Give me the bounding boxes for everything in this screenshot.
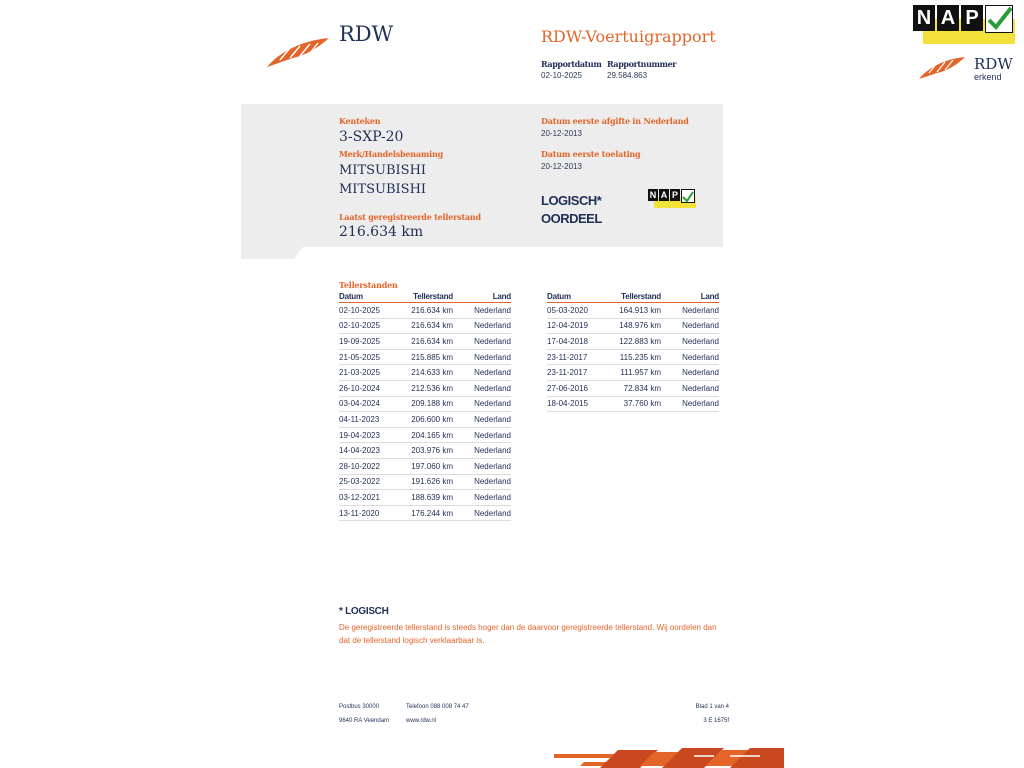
table-row	[547, 381, 719, 397]
col-country: Land	[492, 292, 511, 301]
readings-table-right	[547, 292, 719, 412]
table-row	[339, 365, 511, 381]
readings-table-left	[339, 292, 511, 521]
col-reading: Tellerstand	[621, 292, 661, 301]
nap-badge: N A P	[648, 189, 696, 208]
cell-date: 13-11-2020	[339, 508, 380, 518]
table-row	[339, 381, 511, 397]
table-header	[339, 292, 511, 303]
cell-date: 28-10-2022	[339, 461, 380, 471]
readings-title: Tellerstanden	[339, 280, 398, 290]
footer-address-line2: 9640 RA Veendam	[339, 718, 390, 724]
cell-date: 05-03-2020	[547, 305, 588, 315]
brand-label: Merk/Handelsbenaming	[339, 149, 444, 159]
cell-date: 19-09-2025	[339, 336, 380, 346]
table-header	[547, 292, 719, 303]
cell-date: 26-10-2024	[339, 383, 380, 393]
cell-date: 12-04-2019	[547, 321, 588, 331]
brand-value: MITSUBISHI	[339, 163, 427, 178]
table-row	[547, 319, 719, 335]
model-value: MITSUBISHI	[339, 182, 427, 197]
cell-country: Nederland	[682, 321, 719, 331]
table-row	[339, 397, 511, 413]
cell-reading: 197.060 km	[411, 461, 453, 471]
cell-reading: 215.885 km	[411, 352, 453, 362]
cell-country: Nederland	[474, 492, 511, 502]
rdw-erkend-logo	[917, 55, 1017, 85]
table-row	[339, 459, 511, 475]
report-number: 29.584.863	[607, 71, 648, 80]
cell-date: 02-10-2025	[339, 305, 380, 315]
table-row	[339, 506, 511, 522]
cell-date: 21-03-2025	[339, 368, 380, 378]
decorative-stripes-graphic	[554, 748, 784, 768]
table-row	[339, 428, 511, 444]
cell-date: 14-04-2023	[339, 446, 380, 456]
cell-reading: 115.235 km	[619, 352, 661, 362]
note-text-line2: dat de tellerstand logisch verklaarbaar is.	[339, 635, 485, 645]
verdict-line2: OORDEEL	[541, 211, 602, 226]
table-row	[339, 303, 511, 319]
rdw-main-feather-icon	[266, 36, 330, 68]
cell-reading: 72.834 km	[623, 383, 661, 393]
cell-country: Nederland	[474, 352, 511, 362]
verdict-line1: LOGISCH*	[541, 193, 602, 208]
rdw-corner-name: RDW	[974, 55, 1013, 73]
table-row	[339, 412, 511, 428]
cell-country: Nederland	[474, 399, 511, 409]
cell-reading: 148.976 km	[619, 321, 661, 331]
table-row	[547, 350, 719, 366]
cell-reading: 111.957 km	[620, 368, 661, 378]
cell-date: 19-04-2023	[339, 430, 380, 440]
cell-country: Nederland	[682, 305, 719, 315]
col-country: Land	[700, 292, 719, 301]
report-date: 02-10-2025	[541, 71, 582, 80]
cell-country: Nederland	[682, 368, 719, 378]
col-date: Datum	[547, 292, 571, 301]
note-text-line1: De geregistreerde tellerstand is steeds hoger dan de daarvoor geregistreerde tellerstand. Wij oordelen dan	[339, 623, 717, 632]
nap-letter-p: P	[961, 5, 983, 31]
cell-reading: 212.536 km	[411, 383, 453, 393]
first-nl-label: Datum eerste afgifte in Nederland	[541, 116, 689, 126]
cell-reading: 191.626 km	[411, 477, 453, 487]
table-row	[547, 334, 719, 350]
cell-reading: 209.188 km	[411, 399, 453, 409]
table-row	[339, 475, 511, 491]
col-date: Datum	[339, 292, 363, 301]
cell-reading: 216.634 km	[411, 321, 453, 331]
cell-country: Nederland	[474, 368, 511, 378]
table-row	[547, 303, 719, 319]
footer-code: 3 E 1675f	[703, 718, 729, 724]
cell-country: Nederland	[474, 383, 511, 393]
table-row	[339, 443, 511, 459]
col-reading: Tellerstand	[413, 292, 453, 301]
plate-label: Kenteken	[339, 116, 381, 126]
footer-phone: Telefoon 088 008 74 47	[406, 704, 469, 710]
cell-country: Nederland	[474, 336, 511, 346]
table-row	[339, 350, 511, 366]
cell-country: Nederland	[474, 321, 511, 331]
org-name: RDW	[339, 22, 394, 46]
cell-country: Nederland	[682, 399, 719, 409]
cell-date: 25-03-2022	[339, 477, 380, 487]
footer-address-line1: Postbus 30000	[339, 704, 380, 710]
cell-reading: 203.976 km	[411, 446, 453, 456]
verdict	[541, 192, 602, 228]
cell-reading: 188.639 km	[411, 492, 453, 502]
first-admission-value: 20-12-2013	[541, 162, 582, 171]
report-title: RDW-Voertuigrapport	[541, 27, 716, 46]
cell-date: 17-04-2018	[547, 336, 588, 346]
cell-date: 23-11-2017	[547, 352, 588, 362]
first-nl-value: 20-12-2013	[541, 129, 582, 138]
note-text	[339, 622, 739, 647]
cell-country: Nederland	[682, 383, 719, 393]
cell-country: Nederland	[474, 461, 511, 471]
cell-date: 21-05-2025	[339, 352, 380, 362]
nap-letter-n: N	[913, 5, 935, 31]
note-title: * LOGISCH	[339, 606, 389, 617]
table-row	[339, 334, 511, 350]
rdw-feather-icon	[917, 55, 967, 81]
cell-country: Nederland	[474, 305, 511, 315]
cell-reading: 216.634 km	[411, 336, 453, 346]
cell-date: 18-04-2015	[547, 399, 588, 409]
table-row	[339, 490, 511, 506]
cell-reading: 176.244 km	[411, 508, 453, 518]
nap-letter-a: A	[937, 5, 959, 31]
footer-website[interactable]: www.rdw.nl	[406, 718, 437, 724]
cell-country: Nederland	[474, 430, 511, 440]
cell-reading: 37.760 km	[623, 399, 661, 409]
cell-date: 03-04-2024	[339, 399, 380, 409]
cell-reading: 206.600 km	[411, 414, 453, 424]
nap-badge-check-icon	[681, 189, 695, 203]
odometer-label: Laatst geregistreerde tellerstand	[339, 212, 481, 222]
table-row	[339, 319, 511, 335]
cell-country: Nederland	[682, 352, 719, 362]
cell-date: 02-10-2025	[339, 321, 380, 331]
table-row	[547, 365, 719, 381]
cell-date: 27-06-2016	[547, 383, 588, 393]
cell-country: Nederland	[474, 477, 511, 487]
cell-country: Nederland	[682, 336, 719, 346]
cell-country: Nederland	[474, 446, 511, 456]
odometer-value: 216.634 km	[339, 224, 424, 240]
cell-reading: 214.633 km	[411, 368, 453, 378]
first-admission-label: Datum eerste toelating	[541, 149, 641, 159]
cell-date: 23-11-2017	[547, 368, 588, 378]
panel-tail	[241, 247, 303, 259]
table-row	[547, 397, 719, 413]
cell-date: 03-12-2021	[339, 492, 380, 502]
cell-country: Nederland	[474, 508, 511, 518]
footer-page-number: Blad 1 van 4	[695, 704, 729, 710]
cell-reading: 164.913 km	[619, 305, 661, 315]
report-date-label: Rapportdatum	[541, 59, 602, 69]
report-number-label: Rapportnummer	[607, 59, 677, 69]
cell-reading: 216.634 km	[411, 305, 453, 315]
nap-check-icon	[985, 5, 1013, 33]
cell-country: Nederland	[474, 414, 511, 424]
rdw-corner-sub: erkend	[974, 72, 1002, 82]
cell-date: 04-11-2023	[339, 414, 380, 424]
plate-value: 3-SXP-20	[339, 129, 404, 145]
cell-reading: 204.165 km	[411, 430, 453, 440]
nap-corner-logo	[913, 5, 1015, 45]
cell-reading: 122.883 km	[619, 336, 661, 346]
